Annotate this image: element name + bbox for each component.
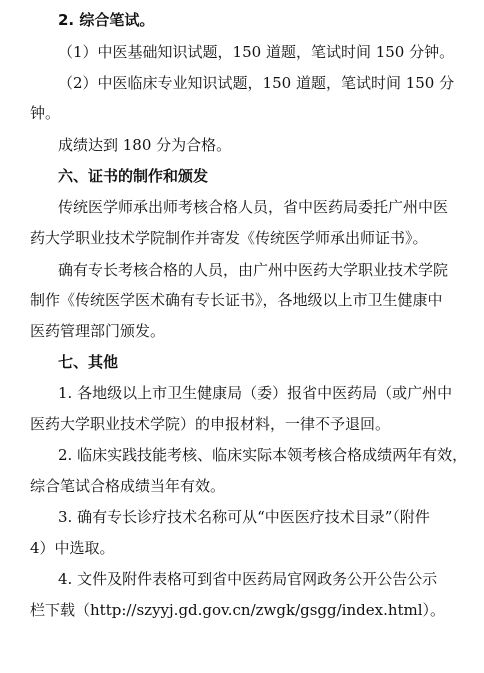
section-six-para-2-line-3: 医药管理部门颁发。 [30,322,166,340]
section-six-heading: 六、证书的制作和颁发 [58,167,209,185]
written-exam-item-1: （1）中医基础知识试题，150 道题，笔试时间 150 分钟。 [58,43,455,61]
section-six-para-1-line-2: 药大学职业技术学院制作并寄发《传统医学师承出师证书》。 [30,229,428,247]
section-seven-item-2-line-1: 2. 临床实践技能考核、临床实际本领考核合格成绩两年有效， [58,446,468,464]
section-seven-item-3-line-2: 4）中选取。 [30,539,115,557]
section-seven-item-4-line-1: 4. 文件及附件表格可到省中医药局官网政务公开公告公示 [58,570,438,588]
written-exam-pass-score: 成绩达到 180 分为合格。 [58,136,232,154]
written-exam-item-2-line-1: （2）中医临床专业知识试题，150 道题，笔试时间 150 分 [58,74,455,92]
section-seven-item-1-line-2: 医药大学职业技术学院）的申报材料，一律不予退回。 [30,415,391,433]
written-exam-item-2-line-2: 钟。 [30,104,61,122]
written-exam-heading: 2. 综合笔试。 [58,11,155,29]
section-seven-heading: 七、其他 [58,353,119,371]
section-six-para-1-line-1: 传统医学师承出师考核合格人员，省中医药局委托广州中医 [58,198,449,216]
section-six-para-2-line-1: 确有专长考核合格的人员，由广州中医药大学职业技术学院 [58,261,449,279]
section-six-para-2-line-2: 制作《传统医学医术确有专长证书》，各地级以上市卫生健康中 [30,291,443,309]
section-seven-item-4-line-2: 栏下载（http://szyyj.gd.gov.cn/zwgk/gsgg/index.html）。 [30,601,446,619]
section-seven-item-3-line-1: 3. 确有专长诊疗技术名称可从“中医医疗技术目录”（附件 [58,508,430,526]
section-seven-item-1-line-1: 1. 各地级以上市卫生健康局（委）报省中医药局（或广州中 [58,384,453,402]
section-seven-item-2-line-2: 综合笔试合格成绩当年有效。 [30,477,226,495]
